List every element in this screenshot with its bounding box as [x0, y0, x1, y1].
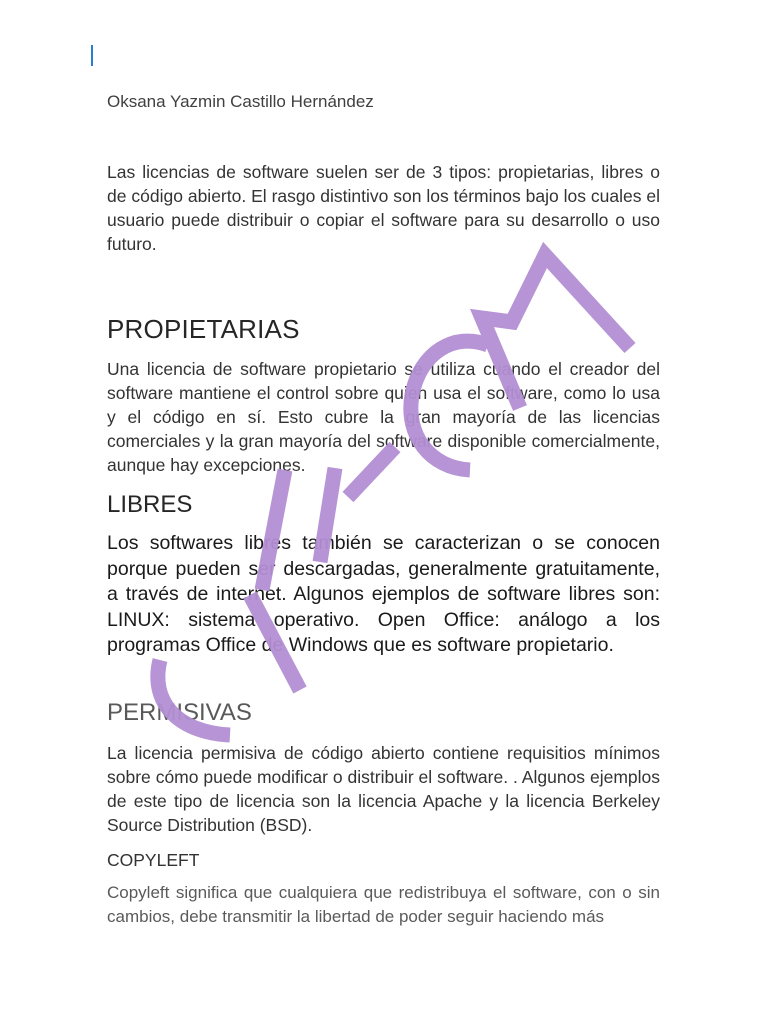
paragraph-permisivas: La licencia permisiva de código abierto contiene requisitios mínimos sobre cómo puede modificar o distribuir el software. . Algunos ejemplos de este tipo de licencia son la licencia Apache y la licencia Berkeley Source Distribution (BSD). [107, 743, 660, 835]
heading-copyleft: COPYLEFT [107, 850, 200, 870]
paragraph-copyleft: Copyleft significa que cualquiera que redistribuya el software, con o sin cambios, debe transmitir la libertad de poder seguir haciendo más [107, 883, 660, 926]
text-cursor [91, 45, 93, 66]
heading-permisivas: PERMISIVAS [107, 699, 252, 726]
heading-propietarias: PROPIETARIAS [107, 314, 300, 344]
intro-paragraph: Las licencias de software suelen ser de 3 tipos: propietarias, libres o de código abierto. El rasgo distintivo son los términos bajo los cuales el usuario puede distribuir o copiar el software para su desarrollo o uso futuro. [107, 162, 660, 254]
author-name: Oksana Yazmin Castillo Hernández [107, 92, 374, 111]
paragraph-propietarias: Una licencia de software propietario se utiliza cuando el creador del software mantiene el control sobre quien usa el software, como lo usa y el código en sí. Esto cubre la gran mayoría de las licencias comerciales y la gran mayoría del software disponible comercialmente, aunque hay excepciones. [107, 359, 660, 475]
paragraph-libres: Los softwares libres también se caracterizan o se conocen porque pueden ser descargadas, generalmente gratuitamente, a través de internet. Algunos ejemplos de software libres son: LINUX: sistema operativo. Open Office: análogo a los programas Office de Windows que es software propietario. [107, 532, 660, 656]
heading-libres: LIBRES [107, 491, 193, 518]
